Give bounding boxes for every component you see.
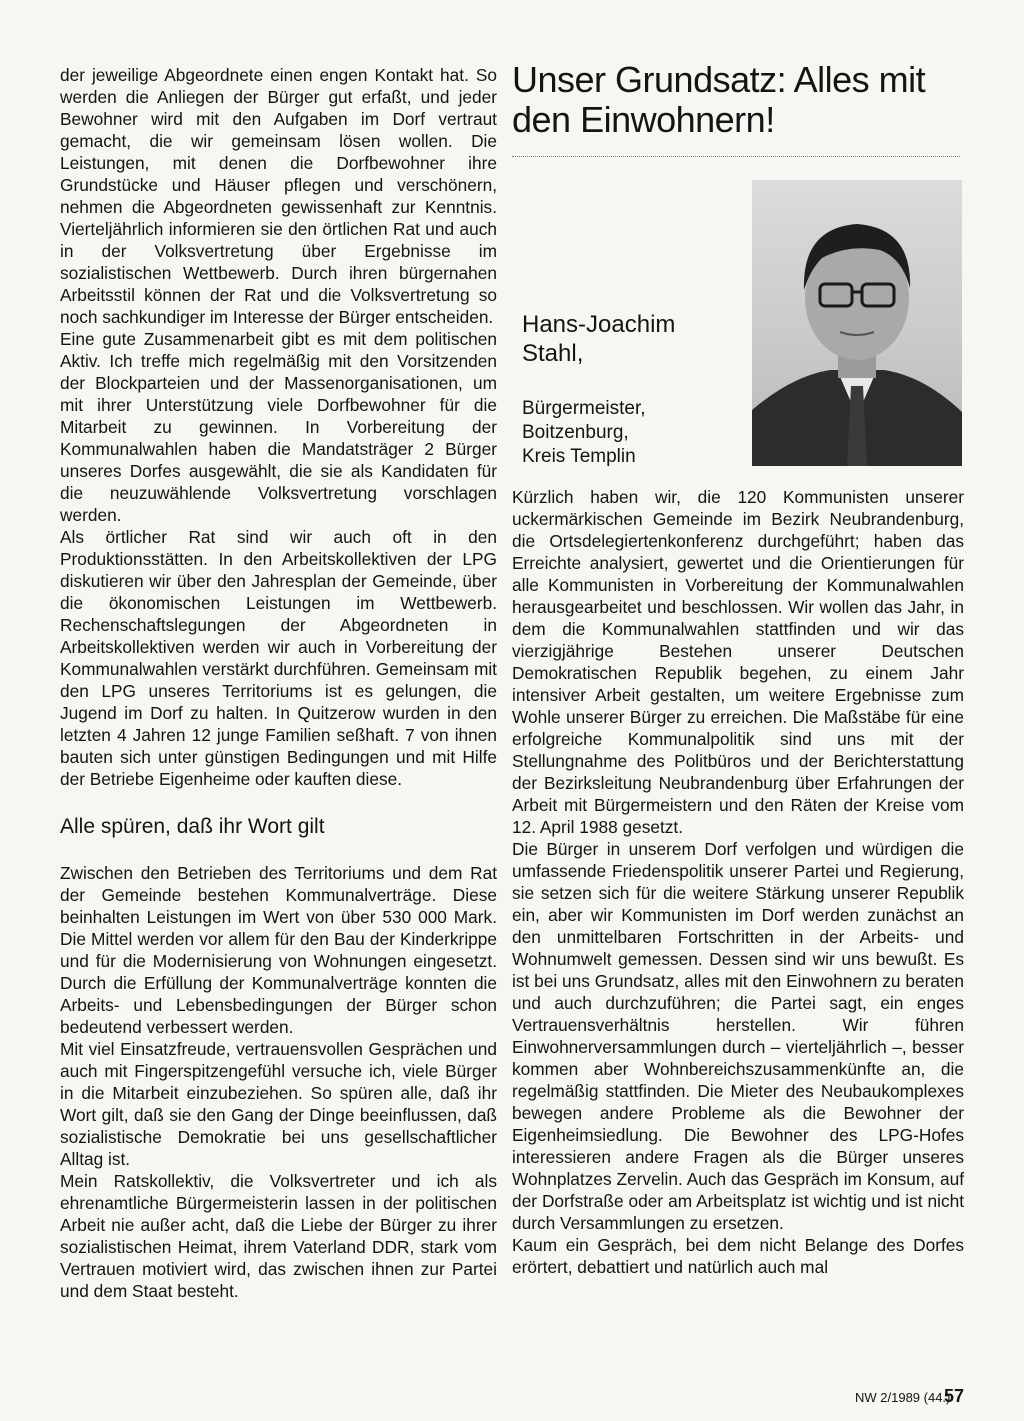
left-paragraph-5: Mit viel Einsatzfreude, vertrauensvollen Gesprächen und auch mit Fingerspitzengefühl versuche ich, viele Bürger in die Mitarbeit einzubeziehen. So spüren alle, daß ihr Wort gilt, daß sie den Gang der Dinge beeinflussen, daß sozialistische Demokratie bei uns gesellschaftlicher Alltag ist.	[60, 1039, 497, 1169]
right-paragraph-3: Kaum ein Gespräch, bei dem nicht Belange des Dorfes erörtert, debattiert und natürlich auch mal	[512, 1235, 964, 1277]
left-paragraph-6: Mein Ratskollektiv, die Volksvertreter und ich als ehrenamtliche Bürgermeisterin lassen in der politischen Arbeit nie außer acht, daß die Liebe der Bürger zu ihrer sozialistischen Heimat, ihrem Vaterland DDR, stark vom Vertrauen motiviert wird, das zwischen ihnen zur Partei und dem Staat besteht.	[60, 1171, 497, 1301]
author-role: Bürgermeister,	[522, 398, 646, 419]
author-details	[522, 397, 742, 469]
section-subheading: Alle spüren, daß ihr Wort gilt	[60, 815, 325, 838]
author-portrait-photo	[752, 180, 962, 466]
issue-reference: NW 2/1989 (44.)	[855, 1390, 951, 1405]
portrait-illustration	[752, 180, 962, 466]
left-paragraph-2: Eine gute Zusammenarbeit gibt es mit dem politischen Aktiv. Ich treffe mich regelmäßig mit den Vorsitzenden der Blockparteien und der Massenorganisationen, um mit ihrer Unterstützung viele Dorfbewohner für die Mitarbeit zu gewinnen. In Vorbereitung der Kommunalwahlen haben die Mandatsträger 2 Bürger unseres Dorfes ausgewählt, die sie als Kandidaten für die neuzuwählende Volksvertretung vorschlagen werden.	[60, 329, 497, 525]
right-paragraph-1: Kürzlich haben wir, die 120 Kommunisten unserer uckermärkischen Gemeinde im Bezirk Neubrandenburg, die Ortsdelegiertenkonferenz durchgeführt; haben das Erreichte analysiert, gewertet und die Orientierungen für alle Kommunisten in Vorbereitung der Kommunalwahlen herausgearbeitet und beschlossen. Wir wollen das Jahr, in dem die Kommunalwahlen stattfinden und wir das vierzigjährige Bestehen unserer Deutschen Demokratischen Republik begehen, zu einem Jahr intensiver Arbeit gestalten, um weitere Ergebnisse zum Wohle unserer Bürger zu erreichen. Die Maßstäbe für eine erfolgreiche Kommunalpolitik sind uns mit der Stellungnahme des Politbüros und der Berichterstattung der Bezirksleitung Neubrandenburg über Erfahrungen der Arbeit mit Bürgermeistern und den Räten der Kreise vom 12. April 1988 gesetzt.	[512, 487, 964, 837]
article-headline: Unser Grundsatz: Alles mit den Einwohnern!	[512, 59, 926, 140]
right-column	[512, 486, 964, 1278]
author-name: Hans-Joachim Stahl,	[522, 311, 676, 367]
left-column	[60, 64, 497, 1302]
left-paragraph-3: Als örtlicher Rat sind wir auch oft in den Produktionsstätten. In den Arbeitskollektiven der LPG diskutieren wir über den Jahresplan der Gemeinde, über die ökonomischen Leistungen im Wettbewerb. Rechenschaftslegungen der Abgeordneten in Arbeitskollektiven werden wir auch in Vorbereitung der Kommunalwahlen verstärkt durchführen. Gemeinsam mit den LPG unseres Territoriums ist es gelungen, die Jugend im Dorf zu halten. In Quitzerow wurden in den letzten 4 Jahren 12 junge Familien seßhaft. 7 von ihnen bauten sich unter günstigen Bedingungen und mit Hilfe der Betriebe Eigenheime oder kauften diese.	[60, 527, 497, 789]
headline-divider	[512, 156, 960, 157]
author-district: Kreis Templin	[522, 446, 636, 467]
left-paragraph-4: Zwischen den Betrieben des Territoriums und dem Rat der Gemeinde bestehen Kommunalverträge. Diese beinhalten Leistungen im Wert von über 530 000 Mark. Die Mittel werden vor allem für den Bau der Kinderkrippe und für die Modernisierung von Wohnungen eingesetzt. Durch die Erfüllung der Kommunalverträge konnten die Arbeits- und Lebensbedingungen der Bürger schon bedeutend verbessert werden.	[60, 863, 497, 1037]
page-number: 57	[944, 1386, 965, 1406]
right-paragraph-2: Die Bürger in unserem Dorf verfolgen und würdigen die umfassende Friedenspolitik unserer Partei und Regierung, sie setzen sich für die weitere Stärkung unserer Republik ein, aber wir Kommunisten im Dorf werden zunächst an den unmittelbaren Fortschritten in der Arbeits- und Wohnumwelt gemessen. Dessen sind wir uns bewußt. Es ist bei uns Grundsatz, alles mit den Einwohnern zu beraten und auch durchzuführen; die Partei sagt, ein enges Vertrauensverhältnis herstellen. Wir führen Einwohnerversammlungen durch – vierteljährlich –, besser kommen aber Wohnbereichszusammenkünfte an, die regelmäßig stattfinden. Die Mieter des Neubaukomplexes bewegen andere Probleme als die Bewohner der Eigenheimsiedlung. Die Bewohner des LPG-Hofes interessieren andere Fragen als die Bürger unseres Wohnplatzes Zervelin. Auch das Gespräch im Konsum, auf der Dorfstraße oder am Arbeitsplatz ist wichtig und ist nicht durch Versammlungen zu ersetzen.	[512, 839, 964, 1233]
author-place: Boitzenburg,	[522, 422, 629, 443]
left-paragraph-1: der jeweilige Abgeordnete einen engen Kontakt hat. So werden die Anliegen der Bürger gut erfaßt, und jeder Bewohner wird mit den Aufgaben im Dorf vertraut gemacht, die wir gemeinsam lösen wollen. Die Leistungen, mit denen die Dorfbewohner ihre Grundstücke und Häuser pflegen und verschönern, nehmen die Abgeordneten gewissenhaft zur Kenntnis. Vierteljährlich informieren sie den örtlichen Rat und auch in der Volksvertretung über Ergebnisse im sozialistischen Wettbewerb. Durch ihren bürgernahen Arbeitsstil können der Rat und die Volksvertretung so noch sachkundiger im Interesse der Bürger entscheiden.	[60, 65, 497, 327]
